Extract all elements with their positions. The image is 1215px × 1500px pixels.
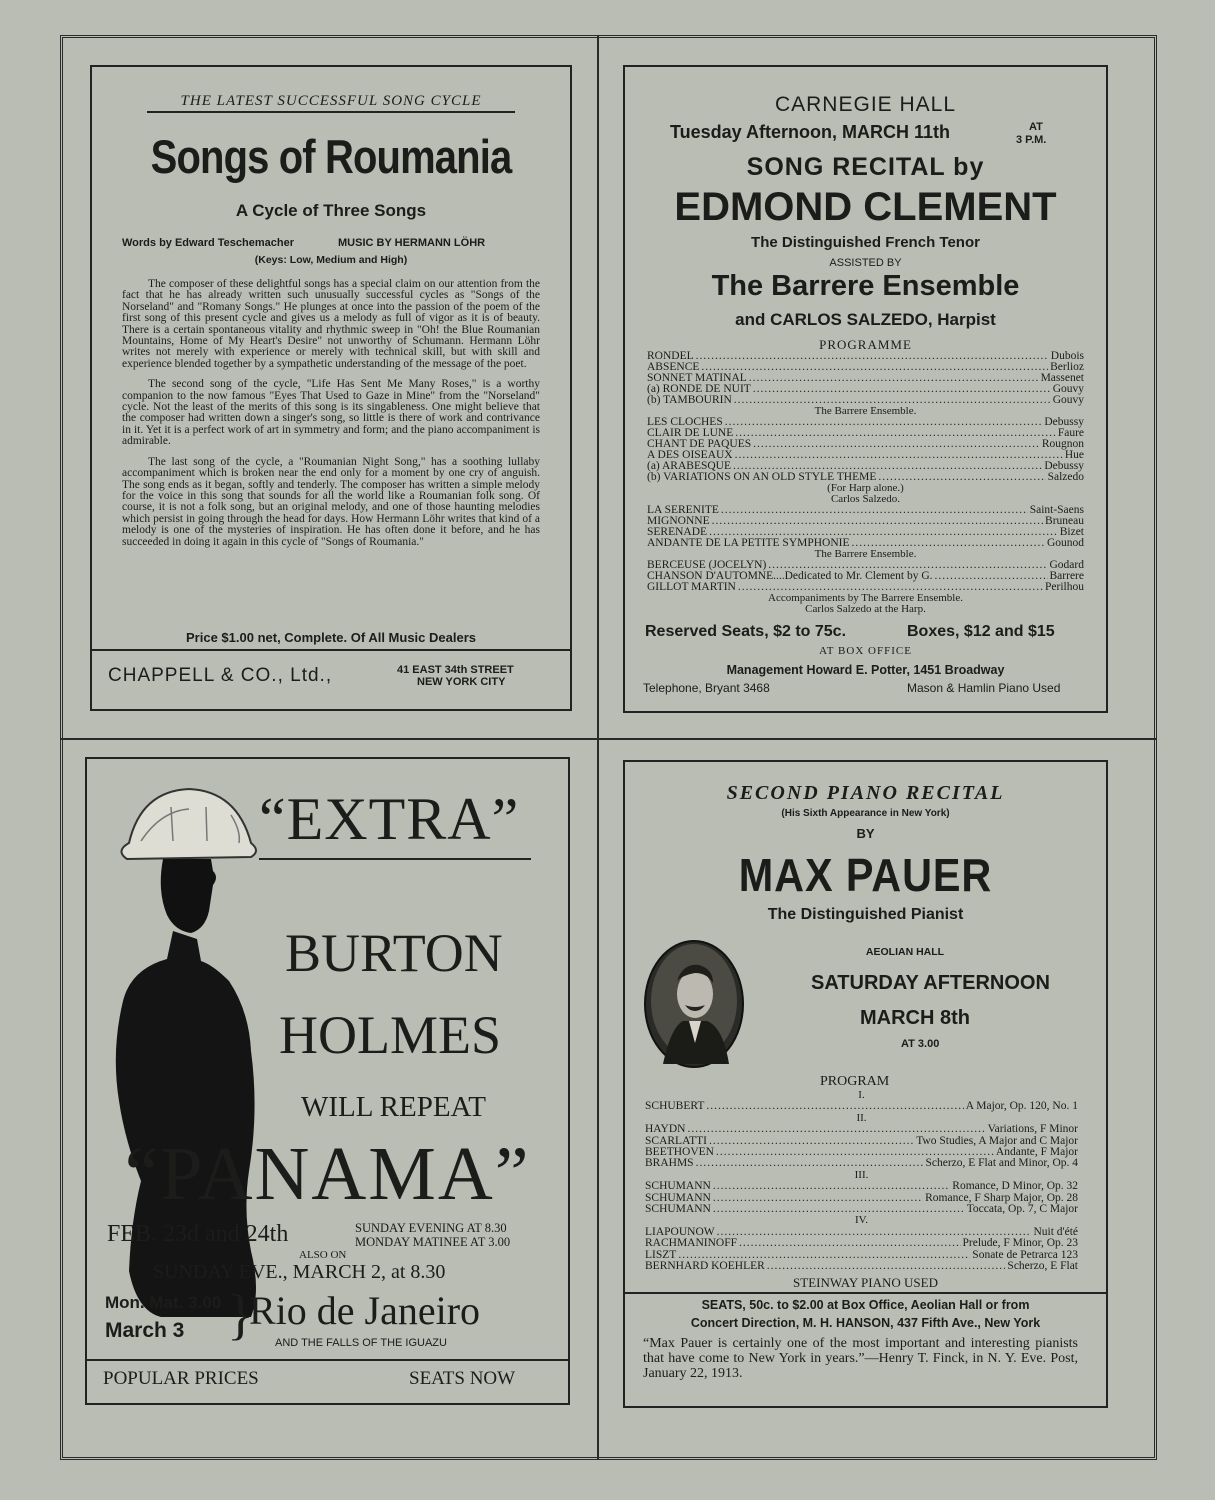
ad2-assisted: ASSISTED BY <box>829 257 902 269</box>
program-piece: ANDANTE DE LA PETITE SYMPHONIE <box>647 537 850 549</box>
ad3-falls: AND THE FALLS OF THE IGUAZU <box>275 1337 447 1349</box>
program-piece: LIAPOUNOW <box>645 1225 715 1238</box>
ad2-programme-label: PROGRAMME <box>819 337 912 352</box>
dot-leader <box>767 1261 1006 1272</box>
ad2-event: SONG RECITAL by <box>746 153 985 181</box>
program-composer: Bruneau <box>1045 515 1084 527</box>
ad1-music-by: MUSIC BY HERMANN LÖHR <box>338 237 486 249</box>
row-divider <box>60 738 1157 740</box>
ad3-footer-rule <box>87 1359 568 1361</box>
program-row <box>645 1238 1078 1249</box>
ad2-box-office: AT BOX OFFICE <box>819 645 912 657</box>
dot-leader <box>935 571 1048 582</box>
program-composer: Variations, F Minor <box>987 1123 1078 1136</box>
ad1-price: Price $1.00 net, Complete. Of All Music Dealers <box>186 630 476 645</box>
program-piece: SCARLATTI <box>645 1134 707 1147</box>
ad3-name-1: BURTON <box>285 923 503 983</box>
program-row <box>647 505 1084 516</box>
ad-burton-holmes <box>85 757 570 1405</box>
program-composer: Romance, F Sharp Major, Op. 28 <box>925 1191 1078 1204</box>
ad1-paragraph: The last song of the cycle, a "Roumanian Night Song," has a soothing lullaby accompaniment which is broken near the end only for a moment by one cry of anguish. The song ends as it began, softly and tenderly. The composer has written a simple melody for the voice in this song that sounds for all the world like a Roumanian folk song. Of course, it is not a folk song, but an original melody, and one of those haunting melodies which persist in going through the head for days. How Hermann Löhr writes that kind of a melody is one of the mysteries of inspiration. He has often done it before, and he has succeeded in doing it again in this cycle of "Songs of Roumania." <box>122 455 540 548</box>
program-piece: GILLOT MARTIN <box>647 581 736 593</box>
program-composer: Berlioz <box>1050 361 1084 373</box>
dot-leader <box>725 417 1043 428</box>
ad-edmond-clement-recital <box>623 65 1108 713</box>
ad1-words-by: Words by Edward Teschemacher <box>122 237 294 249</box>
ad4-time: AT 3.00 <box>901 1038 940 1050</box>
program-composer: Scherzo, E Flat <box>1007 1260 1078 1273</box>
ad3-popular: POPULAR PRICES <box>103 1368 259 1389</box>
program-piece: SCHUMANN <box>645 1203 711 1216</box>
ad4-date: MARCH 8th <box>860 1007 970 1029</box>
program-composer: Hue <box>1064 449 1084 461</box>
dot-leader <box>753 439 1040 450</box>
program-composer: Dubois <box>1050 350 1084 362</box>
program-piece: SCHUBERT <box>645 1100 705 1113</box>
ad4-steinway: STEINWAY PIANO USED <box>793 1275 938 1290</box>
program-piece: LISZT <box>645 1248 677 1261</box>
ad4-day: SATURDAY AFTERNOON <box>811 972 1050 994</box>
ad3-sunday: SUNDAY EVENING AT 8.30 <box>355 1221 507 1235</box>
program-composer: Andante, F Major <box>995 1146 1078 1159</box>
program-subline: Carlos Salzedo at the Harp. <box>805 603 926 615</box>
program-piece: (a) ARABESQUE <box>647 460 732 472</box>
ad3-sunday-eve: SUNDAY EVE., MARCH 2, at 8.30 <box>153 1261 446 1283</box>
brace-glyph: } <box>227 1284 254 1346</box>
ad4-quote: “Max Pauer is certainly one of the most important and interesting pianists that have come to New York in years.”—Henry T. Finck, in N. Y. Eve. Post, January 22, 1913. <box>643 1336 1078 1381</box>
program-composer: Prelude, F Minor, Op. 23 <box>962 1237 1078 1250</box>
ad4-seats-1: SEATS, 50c. to $2.00 at Box Office, Aeolian Hall or from <box>701 1298 1030 1312</box>
ad4-footer-rule <box>625 1292 1106 1294</box>
program-subline: I. <box>858 1089 865 1101</box>
ad3-monday: MONDAY MATINEE AT 3.00 <box>355 1235 511 1249</box>
ad3-repeat: WILL REPEAT <box>301 1091 486 1123</box>
ad4-program <box>645 1090 1078 1273</box>
program-row <box>647 351 1084 362</box>
ad1-title: Songs of Roumania <box>150 130 512 183</box>
program-composer: Gounod <box>1046 537 1084 549</box>
dot-leader <box>713 1193 923 1204</box>
dot-leader <box>713 1181 950 1192</box>
ad3-extra: “EXTRA” <box>259 786 520 852</box>
ad2-piano: Mason & Hamlin Piano Used <box>907 681 1061 695</box>
program-composer: Romance, D Minor, Op. 32 <box>952 1180 1078 1193</box>
dot-leader <box>701 362 1048 373</box>
ad3-extra-underline <box>259 858 531 860</box>
program-composer: Salzedo <box>1047 471 1084 483</box>
program-piece: HAYDN <box>645 1123 686 1136</box>
program-subline: The Barrere Ensemble. <box>814 548 917 560</box>
ad1-paragraph: The composer of these delightful songs has a special claim on our attention from the fact that he has already written such unusually successful cycles as "Songs of the Norseland" and "Romany Songs." He plunges at once into the passion of the poem of the first song of this present cycle and gives us a melody as full of vigor as it is of beauty. There is a certain spontaneous vitality and rhythmic sweep in "Oh! the Blue Roumanian Mountains, Home of My Heart's Desire" not unworthy of Schumann. Hermann Löhr writes not merely with experience or merely with technical skill, but with skill and experience blended together by a sympathetic understanding of the message of the poet. <box>122 278 540 370</box>
dot-leader <box>749 373 1039 384</box>
program-row <box>645 1261 1078 1272</box>
dot-leader <box>735 428 1056 439</box>
program-subline: III. <box>854 1168 869 1181</box>
program-piece: (a) RONDE DE NUIT <box>647 383 751 395</box>
program-piece: RACHMANINOFF <box>645 1237 738 1250</box>
ad2-telephone: Telephone, Bryant 3468 <box>643 681 770 695</box>
ad2-ensemble: The Barrere Ensemble <box>711 270 1020 302</box>
program-piece: BERCEUSE (JOCELYN) <box>647 559 767 571</box>
ad2-boxes: Boxes, $12 and $15 <box>907 623 1055 640</box>
ad3-seats-now: SEATS NOW <box>409 1368 516 1389</box>
ad4-by: BY <box>856 826 875 841</box>
program-composer: Debussy <box>1044 416 1084 428</box>
column-divider <box>597 35 599 1460</box>
program-piece: (b) VARIATIONS ON AN OLD STYLE THEME <box>647 471 877 483</box>
ad2-artist-desc: The Distinguished French Tenor <box>751 234 980 251</box>
program-composer: Nuit d'été <box>1033 1225 1078 1238</box>
ad3-name-2: HOLMES <box>279 1005 502 1065</box>
ad4-artist-desc: The Distinguished Pianist <box>767 906 964 923</box>
program-subline: Carlos Salzedo. <box>830 493 901 505</box>
program-composer: Toccata, Op. 7, C Major <box>966 1203 1078 1216</box>
ad1-keys: (Keys: Low, Medium and High) <box>254 254 408 266</box>
ad4-venue: AEOLIAN HALL <box>865 946 945 958</box>
program-piece: BEETHOVEN <box>645 1146 714 1159</box>
program-composer: Saint-Saens <box>1029 504 1084 516</box>
program-composer: Bizet <box>1059 526 1084 538</box>
program-subline: II. <box>856 1111 867 1124</box>
program-subline: Accompaniments by The Barrere Ensemble. <box>768 592 963 604</box>
dot-leader <box>739 1238 960 1249</box>
dot-leader <box>713 1204 965 1215</box>
program-composer: Perilhou <box>1045 581 1084 593</box>
ad1-body <box>122 279 540 557</box>
ad2-artist: EDMOND CLEMENT <box>674 185 1057 229</box>
program-subline: The Barrere Ensemble. <box>814 405 917 417</box>
ad4-headline: SECOND PIANO RECITAL <box>726 782 1005 804</box>
program-composer: Gouvy <box>1052 394 1084 406</box>
ad4-seats-2: Concert Direction, M. H. HANSON, 437 Fifth Ave., New York <box>690 1316 1041 1330</box>
program-composer: Scherzo, E Flat and Minor, Op. 4 <box>925 1157 1078 1170</box>
program-composer: A Major, Op. 120, No. 1 <box>965 1100 1078 1113</box>
program-row <box>645 1181 1078 1192</box>
ad2-programme <box>647 351 1084 615</box>
program-piece: BERNHARD KOEHLER <box>645 1260 765 1273</box>
ad3-show: “PANAMA” <box>124 1132 531 1216</box>
ad2-management: Management Howard E. Potter, 1451 Broadway <box>726 663 1005 677</box>
program-piece: SONNET MATINAL <box>647 372 747 384</box>
program-piece: LES CLOCHES <box>647 416 723 428</box>
ad1-address-2: NEW YORK CITY <box>417 676 506 688</box>
ad1-kicker: THE LATEST SUCCESSFUL SONG CYCLE <box>180 93 482 109</box>
ad2-time: 3 P.M. <box>1016 134 1047 146</box>
ad3-also: ALSO ON <box>299 1249 347 1261</box>
program-piece: SCHUMANN <box>645 1191 711 1204</box>
dot-leader <box>706 1101 963 1112</box>
program-piece: ABSENCE <box>647 361 700 373</box>
ad2-venue: CARNEGIE HALL <box>774 93 957 116</box>
program-piece: SERENADE <box>647 526 708 538</box>
program-piece: (b) TAMBOURIN <box>647 394 732 406</box>
program-composer: Sonate de Petrarca 123 <box>972 1248 1078 1261</box>
ad3-rio: Rio de Janeiro <box>249 1288 481 1333</box>
program-subline: (For Harp alone.) <box>827 482 904 494</box>
ad1-subtitle: A Cycle of Three Songs <box>235 201 427 220</box>
program-piece: LA SERENITE <box>647 504 719 516</box>
ad2-harpist: and CARLOS SALZEDO, Harpist <box>735 310 996 329</box>
program-composer: Faure <box>1057 427 1084 439</box>
program-piece: BRAHMS <box>645 1157 694 1170</box>
ad1-address-1: 41 EAST 34th STREET <box>397 664 514 676</box>
ad1-publisher: CHAPPELL & CO., Ltd., <box>108 665 333 686</box>
dot-leader <box>687 1124 985 1135</box>
ad1-kicker-rule <box>147 111 515 113</box>
ad1-footer-rule <box>92 649 570 651</box>
dot-leader <box>696 351 1049 362</box>
program-piece: CHANT DE PAQUES <box>647 438 752 450</box>
ad3-mon-mat: Mon. Mat. 3.00 <box>105 1293 222 1312</box>
dot-leader <box>721 505 1028 516</box>
dot-leader <box>696 1158 924 1169</box>
program-composer: Gouvy <box>1052 383 1084 395</box>
program-piece: MIGNONNE <box>647 515 710 527</box>
ad2-date: Tuesday Afternoon, MARCH 11th <box>670 122 951 142</box>
program-piece: RONDEL <box>647 350 694 362</box>
program-piece: A DES OISEAUX <box>647 449 733 461</box>
dot-leader <box>735 450 1063 461</box>
ad-max-pauer-recital <box>623 760 1108 1408</box>
dot-leader <box>753 384 1051 395</box>
dot-leader <box>712 516 1043 527</box>
ad4-appearance: (His Sixth Appearance in New York) <box>781 808 950 819</box>
program-row <box>647 516 1084 527</box>
program-composer: Debussy <box>1044 460 1084 472</box>
ad2-seats: Reserved Seats, $2 to 75c. <box>645 623 847 640</box>
program-composer: Godard <box>1049 559 1084 571</box>
program-composer: Rougnon <box>1041 438 1084 450</box>
ad1-paragraph: The second song of the cycle, "Life Has Sent Me Many Roses," is a worthy companion to the now famous "Eyes That Used to Gaze in Mine" from the "Norseland" cycle. Not the least of the merits of this song is its singableness. One might believe that the composer had written down a singer's song, so little is there of work and contrivance in it. Yet it is a perfect work of art in symmetry and form; and the piano accompaniment is admirable. <box>122 378 540 448</box>
ad4-program-label: PROGRAM <box>820 1074 890 1089</box>
portrait-image <box>643 939 745 1069</box>
program-composer: Two Studies, A Major and C Major <box>916 1134 1078 1147</box>
program-piece: SCHUMANN <box>645 1180 711 1193</box>
program-piece: CHANSON D'AUTOMNE....Dedicated to Mr. Clement by G. <box>647 570 933 582</box>
ad3-march-3: March 3 <box>105 1319 185 1342</box>
program-subline: IV. <box>855 1214 868 1227</box>
program-composer: Massenet <box>1040 372 1084 384</box>
program-composer: Barrere <box>1049 570 1084 582</box>
program-piece: CLAIR DE LUNE <box>647 427 734 439</box>
ad-songs-of-roumania <box>90 65 572 711</box>
ad4-artist: MAX PAUER <box>738 849 993 901</box>
program-row <box>645 1124 1078 1135</box>
ad2-time-at: AT <box>1029 121 1043 133</box>
ad3-dates: FEB. 23d and 24th <box>107 1221 289 1247</box>
dot-leader <box>709 1136 914 1147</box>
